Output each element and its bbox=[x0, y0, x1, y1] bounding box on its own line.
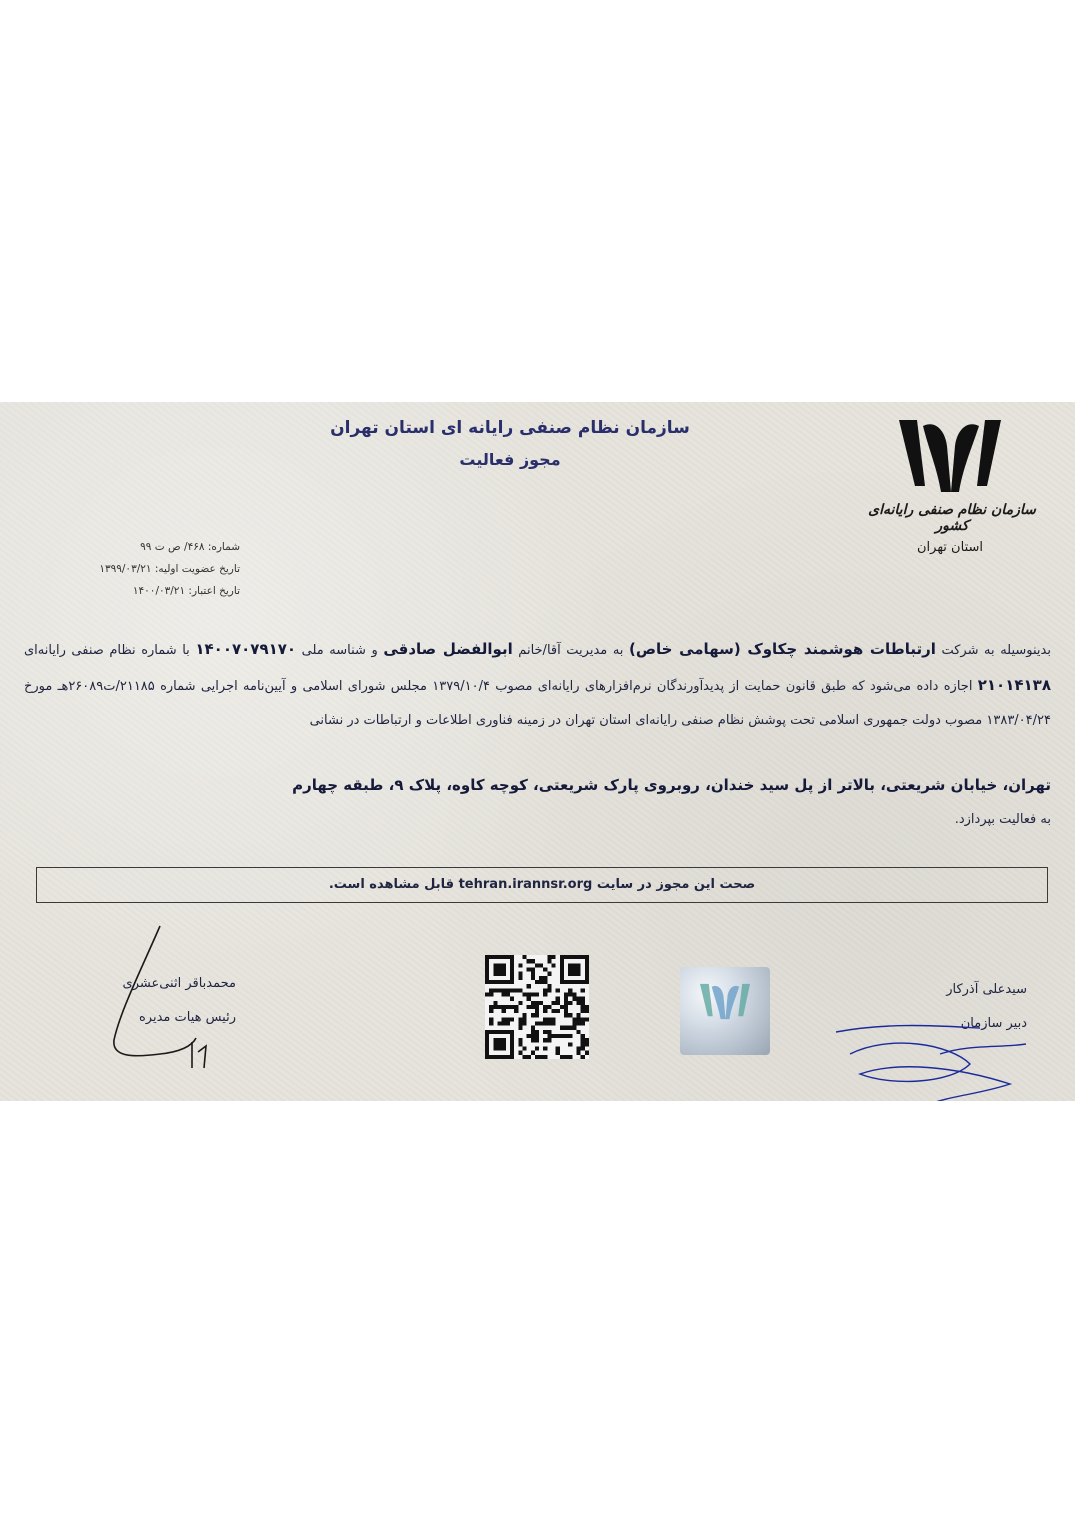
certificate-title: سازمان نظام صنفی رایانه ای استان تهران bbox=[330, 418, 690, 438]
guild-number: ۲۱۰۱۴۱۳۸ bbox=[977, 676, 1051, 694]
license-certificate bbox=[0, 402, 1075, 1101]
qr-code-icon bbox=[485, 955, 589, 1059]
left-signature-mark-icon bbox=[100, 922, 220, 1072]
manager-name: ابوالفضل صادقی bbox=[383, 640, 513, 658]
body-guild-number-label: با شماره نظام صنفی رایانه‌ای bbox=[24, 643, 196, 658]
chairman-title: رئیس هیات مدیره bbox=[138, 1010, 236, 1025]
initial-membership-date: تاریخ عضویت اولیه: ۱۳۹۹/۰۳/۲۱ bbox=[99, 563, 240, 575]
logo-org-name: سازمان نظام صنفی رایانه‌ای کشور bbox=[868, 502, 1036, 534]
verification-box: صحت این مجوز در سایت tehran.irannsr.org قابل مشاهده است. bbox=[36, 867, 1048, 903]
closing-line: به فعالیت بپردازد. bbox=[954, 812, 1051, 827]
certificate-number: شماره: ۴۶۸/ ص ت ۹۹ bbox=[140, 541, 240, 553]
license-body bbox=[24, 632, 1051, 738]
body-manager-label: به مدیریت آقا/خانم bbox=[512, 643, 629, 658]
certificate-subtitle: مجوز فعالیت bbox=[459, 450, 561, 469]
validity-date: تاریخ اعتبار: ۱۴۰۰/۰۳/۲۱ bbox=[132, 585, 240, 597]
logo-province: استان تهران bbox=[916, 540, 983, 555]
secretary-name: سیدعلی آذرکار bbox=[946, 982, 1027, 997]
secretary-title: دبیر سازمان bbox=[960, 1016, 1027, 1031]
body-intro: بدینوسیله به شرکت bbox=[935, 643, 1051, 658]
company-name: ارتباطات هوشمند چکاوک (سهامی خاص) bbox=[628, 640, 936, 658]
hologram-seal bbox=[680, 967, 770, 1055]
certificate-meta bbox=[40, 536, 240, 602]
business-address: تهران، خیابان شریعتی، بالاتر از پل سید خندان، روبروی پارک شریعتی، کوچه کاوه، پلاک ۹، طبقه چهارم bbox=[292, 776, 1051, 794]
body-national-id-label: و شناسه ملی bbox=[296, 643, 384, 658]
body-legal-text: اجازه داده می‌شود که طبق قانون حمایت از پدیدآورندگان نرم‌افزارهای رایانه‌ای مصوب ۱۳۷۹/۱۰/۴ مجلس شورای اسلامی و آیین‌نامه اجرایی شماره ۲۱۱۸۵/ت۲۶۰۸۹هـ مورخ ۱۳۸۳/۰۴/۲۴ مصوب دولت جمهوری اسلامی تحت پوشش نظام صنفی رایانه‌ای استان تهران در زمینه فناوری اطلاعات و ارتباطات در نشانی bbox=[24, 679, 1051, 728]
chairman-name: محمدباقر اثنی‌عشری bbox=[122, 976, 236, 991]
hologram-logo-icon bbox=[698, 981, 752, 1023]
guild-logo-icon bbox=[895, 416, 1005, 498]
national-id: ۱۴۰۰۷۰۷۹۱۷۰ bbox=[195, 640, 297, 658]
